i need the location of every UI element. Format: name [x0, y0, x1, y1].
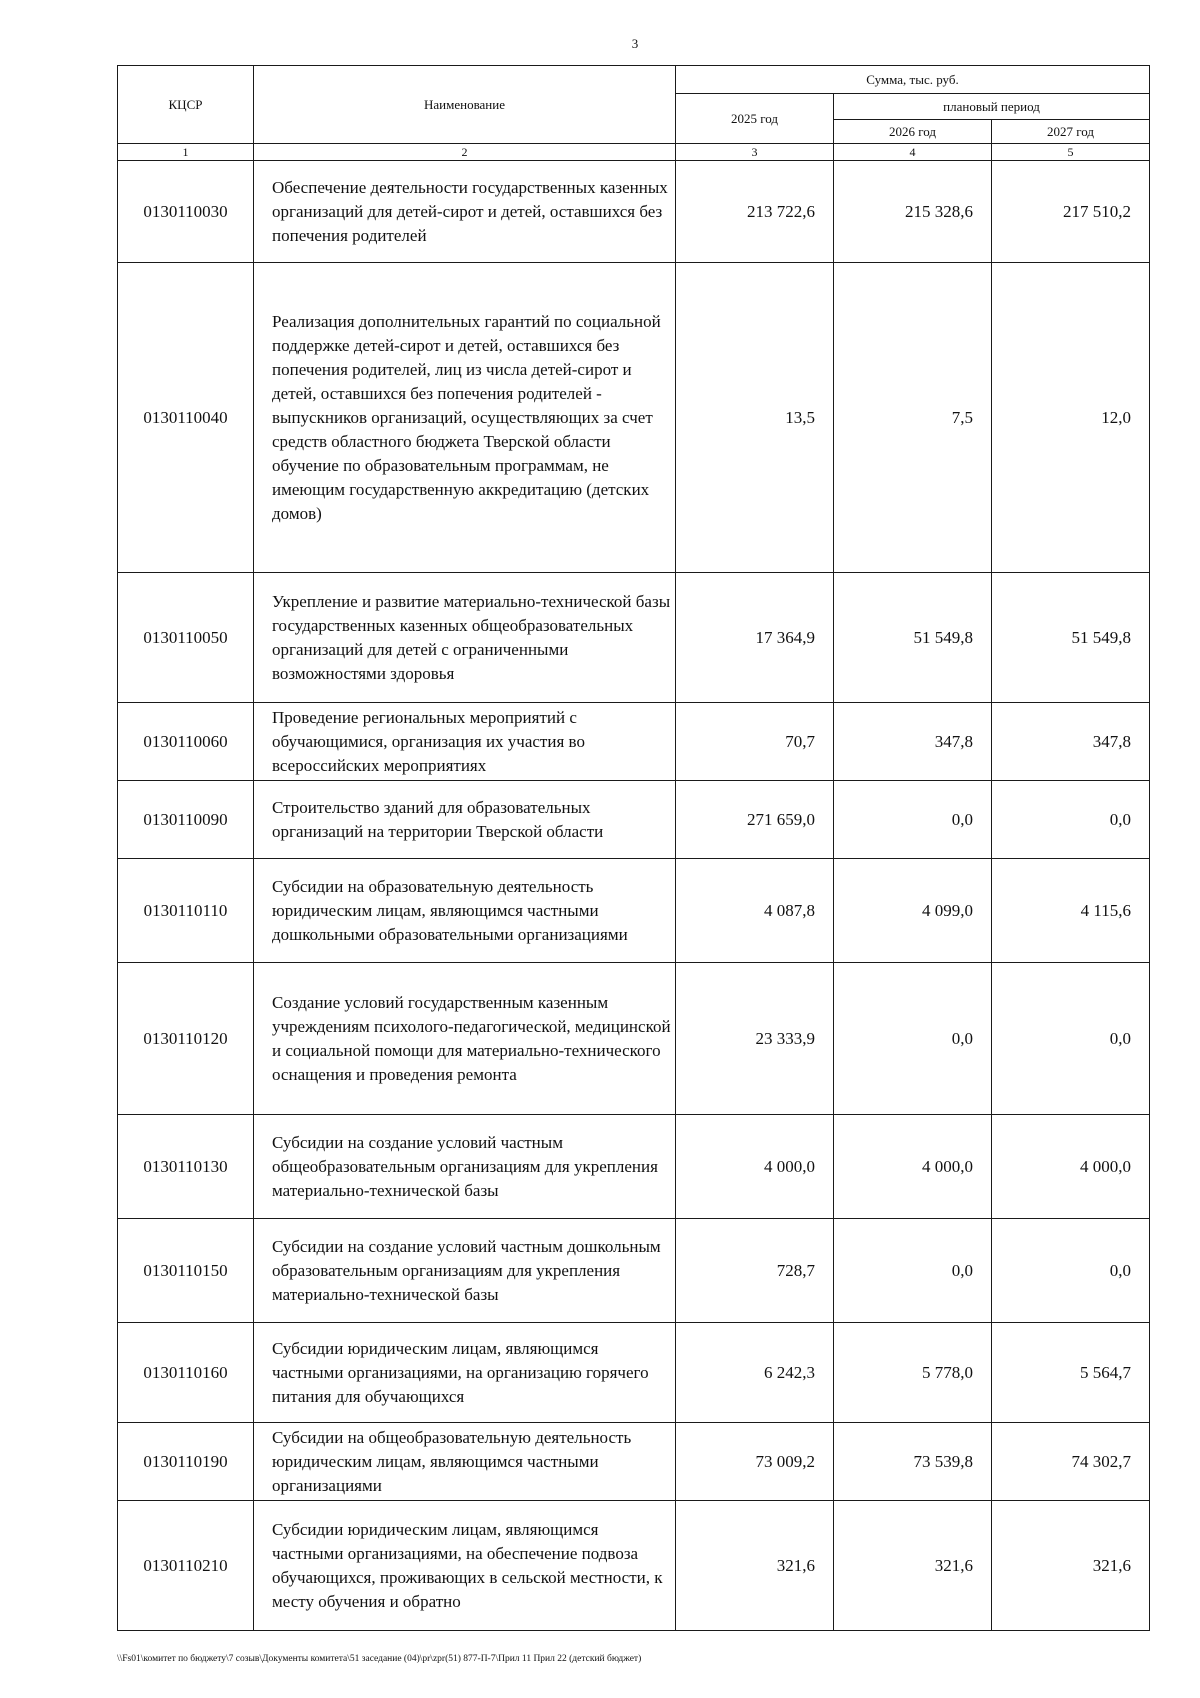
row-code: 0130110160 [118, 1323, 254, 1423]
column-number: 1 [118, 144, 254, 161]
row-sum-2026: 0,0 [834, 781, 992, 859]
row-name: Субсидии юридическим лицам, являющимся частными организациями, на организацию горячего питания для обучающихся [254, 1323, 676, 1423]
row-sum-2026: 7,5 [834, 263, 992, 573]
row-sum-2025: 321,6 [676, 1501, 834, 1631]
page-number: 3 [631, 36, 639, 51]
row-sum-2026: 4 099,0 [834, 859, 992, 963]
row-sum-2025: 73 009,2 [676, 1423, 834, 1501]
row-sum-2025: 271 659,0 [676, 781, 834, 859]
row-name: Субсидии юридическим лицам, являющимся частными организациями, на обеспечение подвоза обучающихся, проживающих в сельской местности, к месту обучения и обратно [254, 1501, 676, 1631]
row-sum-2026: 0,0 [834, 963, 992, 1115]
row-sum-2027: 0,0 [992, 963, 1150, 1115]
header-planned-period: плановый период [834, 94, 1150, 120]
row-sum-2027: 5 564,7 [992, 1323, 1150, 1423]
row-sum-2026: 347,8 [834, 703, 992, 781]
row-code: 0130110190 [118, 1423, 254, 1501]
row-sum-2026: 321,6 [834, 1501, 992, 1631]
column-number: 5 [992, 144, 1150, 161]
row-sum-2027: 51 549,8 [992, 573, 1150, 703]
row-sum-2025: 728,7 [676, 1219, 834, 1323]
table-row [118, 859, 1150, 963]
row-code: 0130110040 [118, 263, 254, 573]
row-sum-2027: 12,0 [992, 263, 1150, 573]
row-code: 0130110150 [118, 1219, 254, 1323]
table-row [118, 1423, 1150, 1501]
row-sum-2026: 73 539,8 [834, 1423, 992, 1501]
row-sum-2027: 347,8 [992, 703, 1150, 781]
row-code: 0130110060 [118, 703, 254, 781]
budget-table [117, 65, 1150, 1631]
row-code: 0130110110 [118, 859, 254, 963]
row-name: Обеспечение деятельности государственных казенных организаций для детей-сирот и детей, оставшихся без попечения родителей [254, 161, 676, 263]
row-sum-2025: 4 087,8 [676, 859, 834, 963]
row-name: Проведение региональных мероприятий с обучающимися, организация их участия во всероссийских мероприятиях [254, 703, 676, 781]
row-code: 0130110050 [118, 573, 254, 703]
table-row [118, 1115, 1150, 1219]
row-sum-2025: 4 000,0 [676, 1115, 834, 1219]
header-sum: Сумма, тыс. руб. [676, 66, 1150, 94]
table-row [118, 963, 1150, 1115]
row-name: Создание условий государственным казенным учреждениям психолого-педагогической, медицинской и социальной помощи для материально-технического оснащения и проведения ремонта [254, 963, 676, 1115]
row-code: 0130110130 [118, 1115, 254, 1219]
row-sum-2025: 70,7 [676, 703, 834, 781]
row-sum-2025: 213 722,6 [676, 161, 834, 263]
table-row [118, 1501, 1150, 1631]
footer-file-path: \\Fs01\комитет по бюджету\7 созыв\Документы комитета\51 заседание (04)\pr\zpr(51) 877-П-7\Прил 11 Прил 22 (детский бюджет) [117, 1654, 642, 1664]
row-name: Укрепление и развитие материально-технической базы государственных казенных общеобразовательных организаций для детей с ограниченными возможностями здоровья [254, 573, 676, 703]
row-code: 0130110120 [118, 963, 254, 1115]
row-sum-2027: 74 302,7 [992, 1423, 1150, 1501]
row-name: Реализация дополнительных гарантий по социальной поддержке детей-сирот и детей, оставшихся без попечения родителей, лиц из числа детей-сирот и детей, оставшихся без попечения родителей - выпускников организаций, осуществляющих за счет средств областного бюджета Тверской области обучение по образовательным программам, не имеющим государственную аккредитацию (детских домов) [254, 263, 676, 573]
column-number: 3 [676, 144, 834, 161]
row-sum-2026: 5 778,0 [834, 1323, 992, 1423]
row-sum-2025: 6 242,3 [676, 1323, 834, 1423]
table-row [118, 1323, 1150, 1423]
header-year-2025: 2025 год [676, 94, 834, 144]
row-sum-2027: 4 000,0 [992, 1115, 1150, 1219]
row-sum-2025: 13,5 [676, 263, 834, 573]
table-row [118, 1219, 1150, 1323]
table-row [118, 263, 1150, 573]
header-year-2027: 2027 год [992, 120, 1150, 144]
row-sum-2025: 23 333,9 [676, 963, 834, 1115]
row-sum-2027: 4 115,6 [992, 859, 1150, 963]
table-row [118, 781, 1150, 859]
row-sum-2027: 217 510,2 [992, 161, 1150, 263]
row-sum-2027: 0,0 [992, 1219, 1150, 1323]
header-code: КЦСР [118, 66, 254, 144]
row-sum-2026: 4 000,0 [834, 1115, 992, 1219]
row-code: 0130110030 [118, 161, 254, 263]
row-code: 0130110210 [118, 1501, 254, 1631]
table-row [118, 703, 1150, 781]
row-name: Субсидии на создание условий частным общеобразовательным организациям для укрепления материально-технической базы [254, 1115, 676, 1219]
row-sum-2027: 0,0 [992, 781, 1150, 859]
row-name: Субсидии на образовательную деятельность юридическим лицам, являющимся частными дошкольными образовательными организациями [254, 859, 676, 963]
row-sum-2026: 0,0 [834, 1219, 992, 1323]
row-sum-2027: 321,6 [992, 1501, 1150, 1631]
header-year-2026: 2026 год [834, 120, 992, 144]
row-sum-2026: 215 328,6 [834, 161, 992, 263]
column-number: 2 [254, 144, 676, 161]
row-code: 0130110090 [118, 781, 254, 859]
header-name: Наименование [254, 66, 676, 144]
row-name: Субсидии на создание условий частным дошкольным образовательным организациям для укрепления материально-технической базы [254, 1219, 676, 1323]
row-sum-2026: 51 549,8 [834, 573, 992, 703]
column-number: 4 [834, 144, 992, 161]
row-name: Строительство зданий для образовательных организаций на территории Тверской области [254, 781, 676, 859]
row-name: Субсидии на общеобразовательную деятельность юридическим лицам, являющимся частными организациями [254, 1423, 676, 1501]
row-sum-2025: 17 364,9 [676, 573, 834, 703]
table-row [118, 573, 1150, 703]
table-row [118, 161, 1150, 263]
